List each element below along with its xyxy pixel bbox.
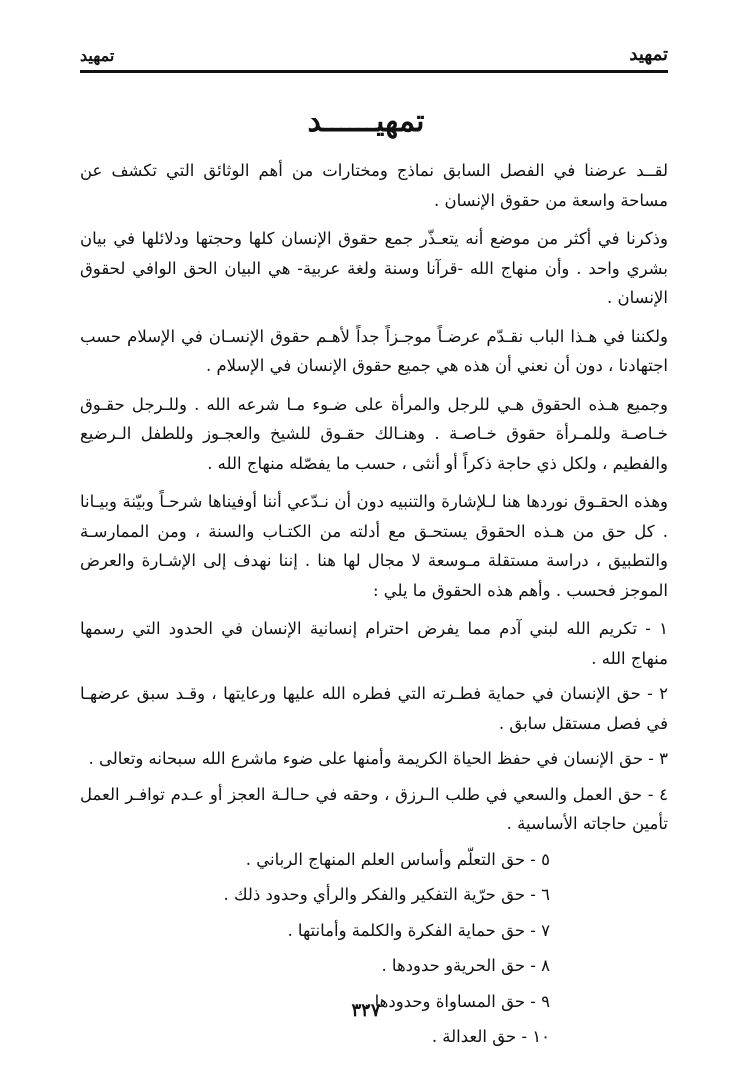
rights-list-item: ١ - تكريم الله لبني آدم مما يفرض احترام إنسانية الإنسان في الحدود التي رسمها منهاج الله .: [80, 619, 668, 668]
header-rule: [80, 70, 668, 73]
rights-list-item: ٥ - حق التعلّم وأساس العلم المنهاج الرباني .: [245, 849, 550, 869]
running-head-right: تمهيد: [629, 44, 668, 65]
page-number: ٣٢٧: [351, 1000, 381, 1021]
running-header: [80, 40, 668, 70]
rights-list-item: ٨ - حق الحريةو حدودها .: [381, 956, 550, 975]
rights-list-item: ٦ - حق حرّية التفكير والفكر والرأي وحدود ذلك .: [223, 885, 550, 904]
rights-list-item: ٩ - حق المساواة وحدودها .: [364, 991, 550, 1011]
page-body: [80, 156, 668, 1058]
paragraph: وذكرنا في أكثر من موضع أنه يتعـذّر جمع حقوق الإنسان كلها وحجتها ودلائلها في بيان بشري واحد . وأن منهاج الله -قرآنا وسنة ولغة عربية- هي البيان الحق الوافي لحقوق الإنسان .: [80, 229, 668, 307]
rights-list-item: ٤ - حق العمل والسعي في طلب الـرزق ، وحقه في حـالـة العجز أو عـدم توافـر العمل تأمين حاجاته الأساسية .: [80, 784, 668, 833]
paragraph: ولكننا في هـذا الباب نقـدّم عرضـاً موجـزاً جداً لأهـم حقوق الإنسـان في الإسلام حسب اجتهادنا ، دون أن نعني أن هذه هي جميع حقوق الإنسان في الإسلام .: [80, 326, 668, 375]
rights-list-item: ١٠ - حق العدالة .: [431, 1027, 550, 1046]
paragraph: لقــد عرضنا في الفصل السابق نماذج ومختارات من أهم الوثائق التي تكشف عن مساحة واسعة من حقوق الإنسان .: [80, 161, 668, 210]
paragraph: وجميع هـذه الحقوق هـي للرجل والمرأة على ضـوء مـا شرعه الله . وللـرجل حقـوق خـاصـة وللمـرأة حقوق خـاصـة . وهنـالك حقـوق للشيخ والعجـوز وللطفل الـرضيع والفطيم ، ولكل ذي حاجة ذكراً أو أنثى ، حسب ما يفصّله منهاج الله .: [80, 394, 668, 473]
rights-list-item: ٣ - حق الإنسان في حفظ الحياة الكريمة وأمنها على ضوء ماشرع الله سبحانه وتعالى .: [88, 749, 668, 768]
rights-list-item: ٢ - حق الإنسان في حماية فطـرته التي فطره الله عليها ورعايتها ، وقـد سبق عرضهـا في فصل مستقل سابق .: [80, 684, 668, 733]
paragraph: وهذه الحقـوق نوردها هنا لـلإشارة والتنبيه دون أن نـدّعي أننا أوفيناها شرحـاً وبيّنة وبيـانا . كل حق من هـذه الحقوق يستحـق مع أدلته من الكتـاب والسنة ، ومن الممارسـة والتطبيق ، دراسة مستقلة مـوسعة لا مجال لها هنا . إننا نهدف إلى الإشـارة والعرض الموجز فحسب . وأهم هذه الحقوق ما يلي :: [80, 492, 668, 600]
running-head-left: تمهيد: [80, 46, 115, 65]
rights-list-item: ٧ - حق حماية الفكرة والكلمة وأمانتها .: [287, 920, 550, 940]
chapter-title: تمهيــــــد: [307, 104, 425, 139]
